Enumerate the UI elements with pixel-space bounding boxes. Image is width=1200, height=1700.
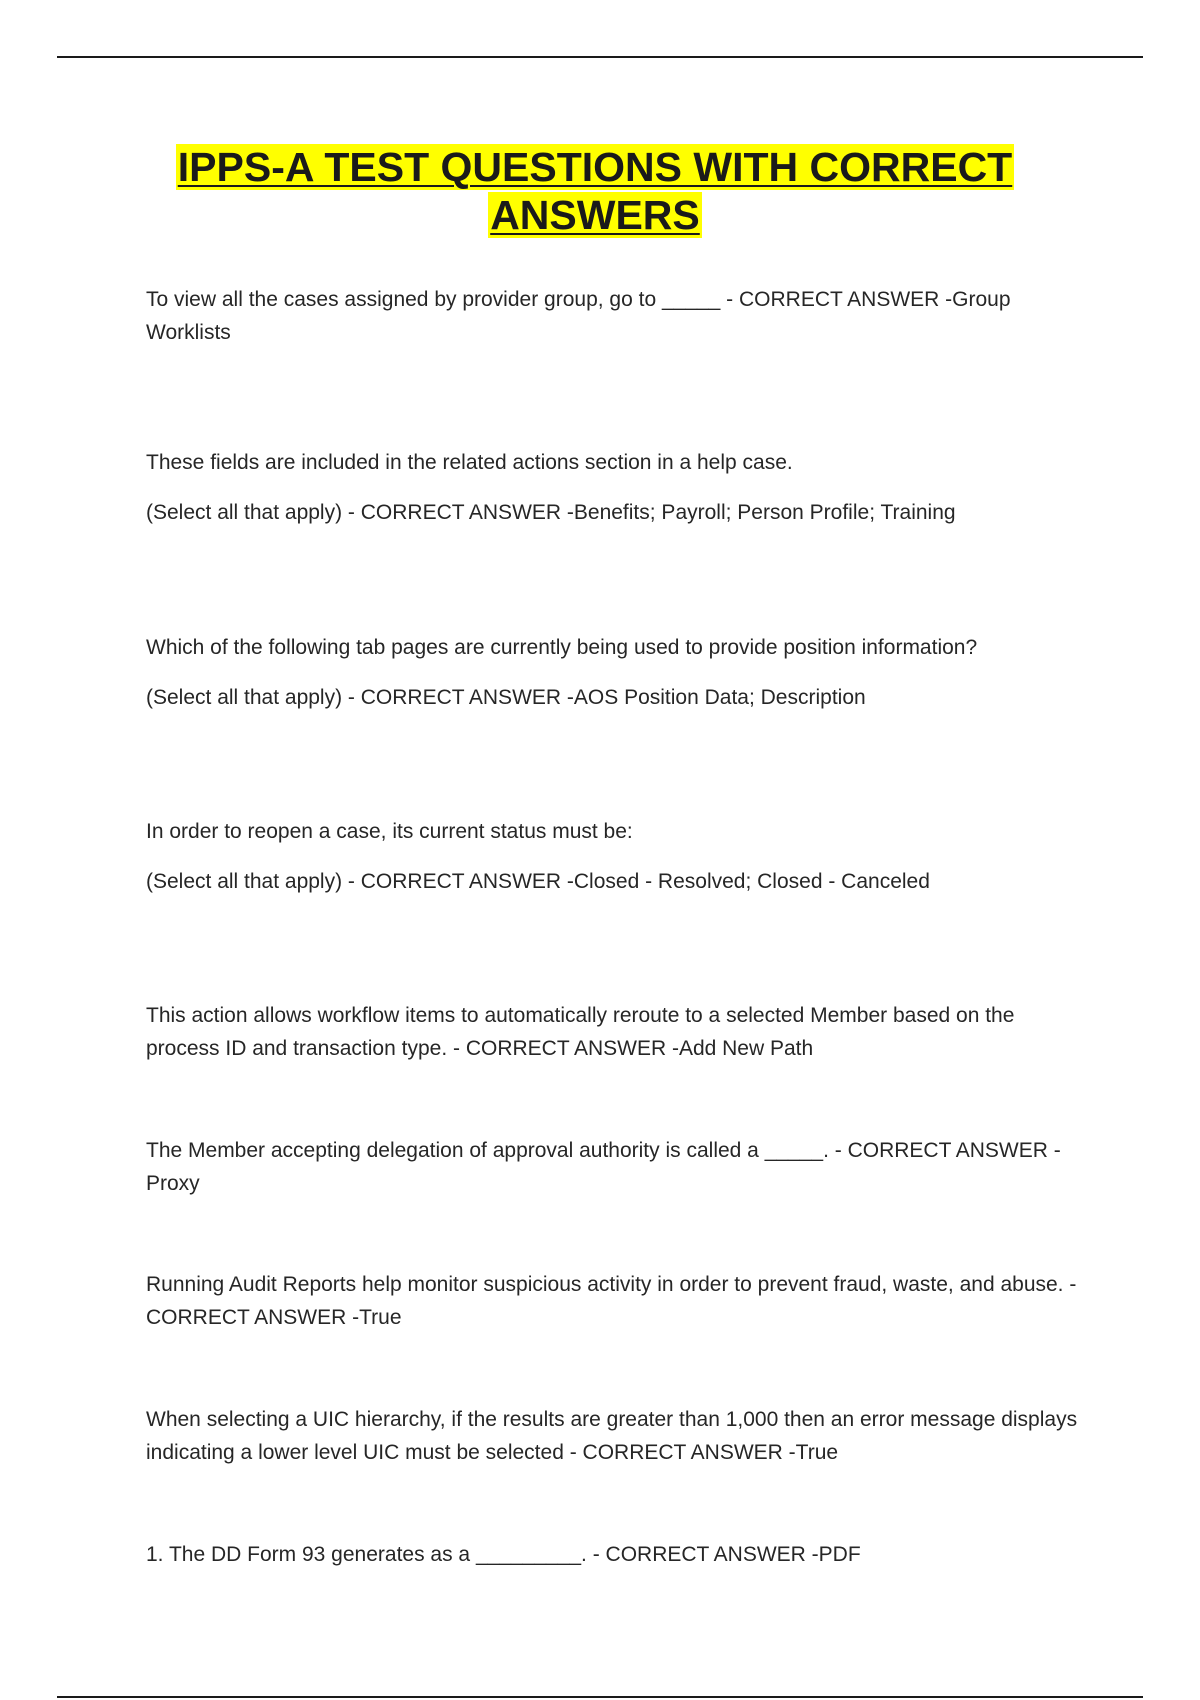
qa-text: This action allows workflow items to automatically reroute to a selected Member based on the process ID and transaction type. - CORRECT ANSWER -Add New Path: [146, 1004, 1015, 1060]
qa-question: Which of the following tab pages are currently being used to provide position information?: [146, 636, 978, 659]
bottom-rule: [57, 1696, 1143, 1698]
qa-list: [146, 283, 1086, 1571]
qa-item-2: [146, 446, 1086, 529]
qa-answer: (Select all that apply) - CORRECT ANSWER -Closed - Resolved; Closed - Canceled: [146, 870, 930, 893]
qa-item-4: [146, 815, 1086, 898]
top-rule: [57, 56, 1143, 58]
qa-text: When selecting a UIC hierarchy, if the results are greater than 1,000 then an error message displays indicating a lower level UIC must be selected - CORRECT ANSWER -True: [146, 1408, 1078, 1464]
qa-item-3: [146, 631, 1086, 714]
qa-text: 1. The DD Form 93 generates as a _________. - CORRECT ANSWER -PDF: [146, 1543, 861, 1566]
qa-text: To view all the cases assigned by provider group, go to _____ - CORRECT ANSWER -Group Worklists: [146, 288, 1011, 344]
document-title: IPPS-A TEST QUESTIONS WITH CORRECT ANSWERS: [177, 144, 1013, 238]
qa-question: These fields are included in the related actions section in a help case.: [146, 451, 793, 474]
qa-answer: (Select all that apply) - CORRECT ANSWER -AOS Position Data; Description: [146, 686, 866, 709]
qa-item-1: [146, 283, 1086, 349]
qa-item-6: [146, 1134, 1086, 1200]
qa-question: In order to reopen a case, its current status must be:: [146, 820, 633, 843]
qa-item-7: [146, 1268, 1086, 1334]
qa-item-5: [146, 999, 1086, 1065]
title-block: [145, 143, 1045, 239]
qa-text: Running Audit Reports help monitor suspicious activity in order to prevent fraud, waste, and abuse. - CORRECT ANSWER -True: [146, 1273, 1077, 1329]
qa-answer: (Select all that apply) - CORRECT ANSWER -Benefits; Payroll; Person Profile; Training: [146, 501, 956, 524]
qa-item-8: [146, 1403, 1086, 1469]
qa-text: The Member accepting delegation of approval authority is called a _____. - CORRECT ANSWER -Proxy: [146, 1139, 1061, 1195]
qa-item-9: [146, 1538, 1086, 1571]
